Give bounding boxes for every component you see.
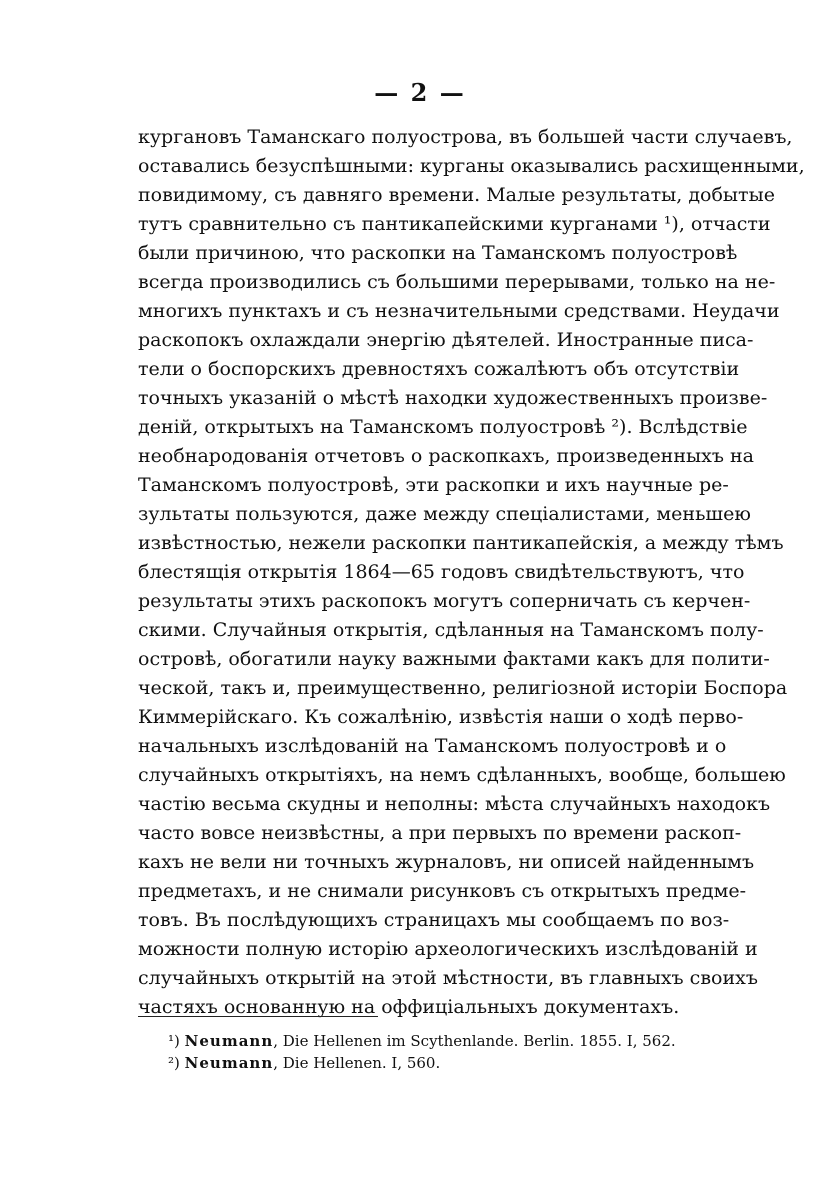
text-line: раскопокъ охлаждали энергію дѣятелей. Иностранные писа- xyxy=(138,329,754,351)
text-line: повидимому, съ давняго времени. Малые результаты, добытые xyxy=(138,184,775,206)
text-line: случайныхъ открытій на этой мѣстности, въ главныхъ своихъ xyxy=(138,967,758,989)
text-line: предметахъ, и не снимали рисунковъ съ открытыхъ предме- xyxy=(138,880,747,902)
text-line: точныхъ указаній о мѣстѣ находки художественныхъ произве- xyxy=(138,387,768,409)
text-line: Таманскомъ полуостровѣ, эти раскопки и ихъ научные ре- xyxy=(138,474,729,496)
footnote-marker: ²) xyxy=(168,1054,180,1072)
footnote-text: , Die Hellenen. I, 560. xyxy=(273,1054,441,1072)
text-line: часто вовсе неизвѣстны, а при первыхъ по времени раскоп- xyxy=(138,822,742,844)
footnote-author: Neumann xyxy=(184,1054,274,1072)
text-line: товъ. Въ послѣдующихъ страницахъ мы сообщаемъ по воз- xyxy=(138,909,730,931)
text-line: ческой, такъ и, преимущественно, религіозной исторіи Боспора xyxy=(138,677,788,699)
text-line: всегда производились съ большими перерывами, только на не- xyxy=(138,271,776,293)
text-line: тутъ сравнительно съ пантикапейскими курганами ¹), отчасти xyxy=(138,213,771,235)
text-line: необнародованія отчетовъ о раскопкахъ, произведенныхъ на xyxy=(138,445,754,467)
text-line: оставались безуспѣшными: курганы оказывались расхищенными, xyxy=(138,155,805,177)
text-line: деній, открытыхъ на Таманскомъ полуостровѣ ²). Вслѣдствіе xyxy=(138,416,748,438)
text-line: частію весьма скудны и неполны: мѣста случайныхъ находокъ xyxy=(138,793,771,815)
footnotes xyxy=(168,1030,728,1074)
text-line: кургановъ Таманскаго полуострова, въ большей части случаевъ, xyxy=(138,126,793,148)
text-line: извѣстностью, нежели раскопки пантикапейскія, а между тѣмъ xyxy=(138,532,784,554)
text-line: результаты этихъ раскопокъ могутъ соперничать съ керчен- xyxy=(138,590,751,612)
text-line: многихъ пунктахъ и съ незначительными средствами. Неудачи xyxy=(138,300,780,322)
footnote-marker: ¹) xyxy=(168,1032,180,1050)
text-line: были причиною, что раскопки на Таманскомъ полуостровѣ xyxy=(138,242,738,264)
footnote-text: , Die Hellenen im Scythenlande. Berlin. 1855. I, 562. xyxy=(273,1032,676,1050)
text-line: случайныхъ открытіяхъ, на немъ сдѣланныхъ, вообще, большею xyxy=(138,764,786,786)
text-line: блестящія открытія 1864—65 годовъ свидѣтельствуютъ, что xyxy=(138,561,745,583)
footnote-2 xyxy=(168,1052,728,1074)
footnote-1 xyxy=(168,1030,728,1052)
text-line: начальныхъ изслѣдованій на Таманскомъ полуостровѣ и о xyxy=(138,735,727,757)
text-line: тели о боспорскихъ древностяхъ сожалѣютъ объ отсутствіи xyxy=(138,358,740,380)
text-line: частяхъ основанную на оффиціальныхъ документахъ. xyxy=(138,996,680,1018)
footnote-author: Neumann xyxy=(184,1032,274,1050)
text-line: островѣ, обогатили науку важными фактами какъ для полити- xyxy=(138,648,770,670)
text-line: можности полную исторію археологическихъ изслѣдованій и xyxy=(138,938,758,960)
text-line: зультаты пользуются, даже между спеціалистами, меньшею xyxy=(138,503,751,525)
footnote-divider xyxy=(138,1016,378,1017)
text-line: Киммерійскаго. Къ сожалѣнію, извѣстія наши о ходѣ перво- xyxy=(138,706,744,728)
page-number: — 2 — xyxy=(374,78,466,107)
text-line: кахъ не вели ни точныхъ журналовъ, ни описей найденнымъ xyxy=(138,851,755,873)
text-line: скими. Случайныя открытія, сдѣланныя на Таманскомъ полу- xyxy=(138,619,764,641)
